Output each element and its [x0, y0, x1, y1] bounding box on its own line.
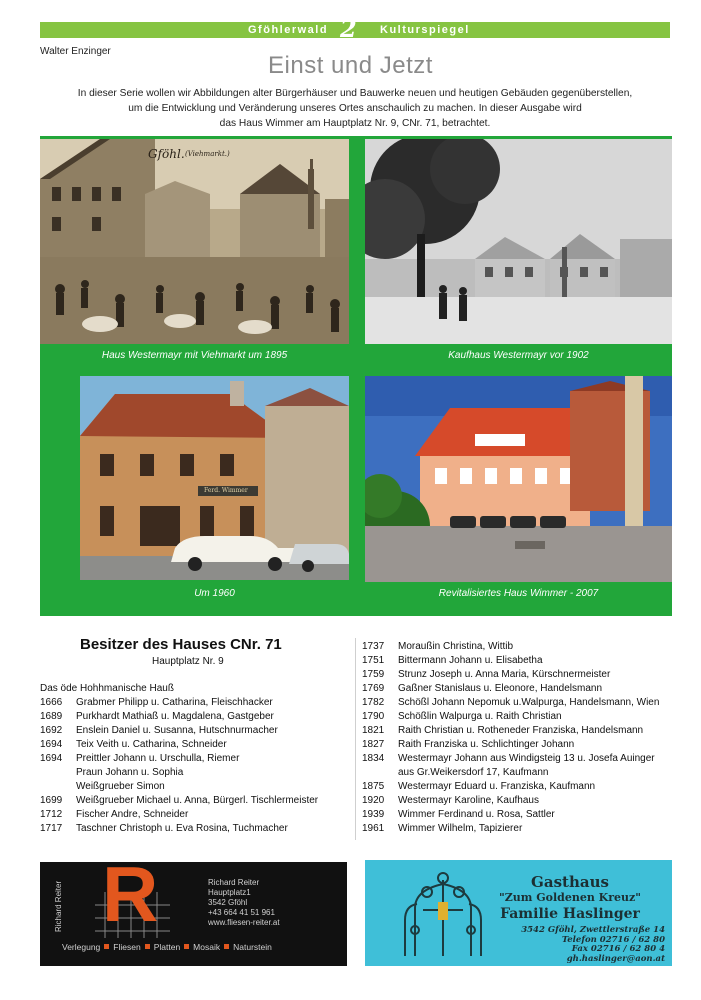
- photo-viehmarkt-1895: [40, 139, 349, 344]
- service-item: Mosaik: [193, 942, 221, 952]
- owner-row: [362, 654, 659, 668]
- owner-name: Teix Veith u. Catharina, Schneider: [76, 739, 227, 750]
- service-item: Naturstein: [233, 942, 272, 952]
- owner-name: Schößlin Walpurga u. Raith Christian: [398, 711, 562, 722]
- owner-row: [362, 766, 659, 780]
- owner-name: Weißgrueber Michael u. Anna, Bürgerl. Tischlermeister: [76, 795, 319, 806]
- haslinger-tel: Telefon 02716 / 62 80: [561, 934, 665, 945]
- owner-year: 1751: [362, 655, 385, 666]
- owner-year: 1717: [40, 823, 63, 834]
- owner-row: [362, 640, 659, 654]
- owner-row: [362, 794, 659, 808]
- owner-year: 1699: [40, 795, 63, 806]
- owner-row: [362, 668, 659, 682]
- caption-photo-1: Haus Westermayr mit Viehmarkt um 1895: [101, 350, 288, 361]
- photo-1960-image: [80, 376, 349, 580]
- owner-year: 1692: [40, 725, 63, 736]
- haslinger-line3: Familie Haslinger: [500, 906, 640, 922]
- page-number: 2: [340, 14, 357, 43]
- owner-row: [362, 752, 659, 766]
- owner-year: 1694: [40, 739, 63, 750]
- haslinger-contact: [493, 926, 665, 964]
- owner-row: [362, 710, 659, 724]
- owner-year: 1666: [40, 697, 63, 708]
- owners-subheading: Hauptplatz Nr. 9: [152, 656, 224, 667]
- reiter-address: [208, 878, 280, 928]
- owners-heading: Besitzer des Hauses CNr. 71: [80, 636, 282, 653]
- haslinger-fax: Fax 02716 / 62 80 4: [571, 944, 665, 954]
- ad-reiter[interactable]: [40, 850, 347, 966]
- owner-row: [362, 738, 659, 752]
- haslinger-text: [475, 874, 665, 923]
- owner-year: 1759: [362, 669, 385, 680]
- owner-row: [40, 724, 318, 738]
- owner-row: [40, 822, 318, 836]
- owner-row: [40, 808, 318, 822]
- owner-name: aus Gr.Weikersdorf 17, Kaufmann: [398, 767, 549, 778]
- owner-name: Gaßner Stanislaus u. Eleonore, Handelsmann: [398, 683, 603, 694]
- owner-year: 1689: [40, 711, 63, 722]
- owner-row: [40, 738, 318, 752]
- owner-name: Raith Christian u. Rotheneder Franziska, Handelsmann: [398, 725, 644, 736]
- haslinger-line2: "Zum Goldenen Kreuz": [499, 891, 641, 904]
- owner-name: Enslein Daniel u. Susanna, Hutschnurmacher: [76, 725, 278, 736]
- owner-name: Wimmer Ferdinand u. Rosa, Sattler: [398, 809, 555, 820]
- service-separator-icon: [184, 944, 189, 949]
- owner-name: Westermayr Johann aus Windigsteig 13 u. Josefa Auinger: [398, 753, 655, 764]
- owner-name: Praun Johann u. Sophia: [76, 767, 184, 778]
- photo-panel: [40, 136, 672, 616]
- owner-year: 1961: [362, 823, 385, 834]
- service-item: Fliesen: [113, 942, 141, 952]
- reiter-city: 3542 Gföhl: [208, 898, 248, 907]
- owner-year: 1790: [362, 711, 385, 722]
- reiter-logo-letter: R: [102, 850, 159, 938]
- photo-revitalisiert-2007: [365, 376, 672, 582]
- service-separator-icon: [145, 944, 150, 949]
- owner-year: 1827: [362, 739, 385, 750]
- photo-inscription-small: (Viehmarkt.): [185, 150, 230, 158]
- owner-name: Moraußin Christina, Wittib: [398, 641, 514, 652]
- owners-right-column: [362, 640, 659, 836]
- owners-intro-line: Das öde Hohhmanische Hauß: [40, 683, 174, 694]
- photo-um-1960: [80, 376, 349, 580]
- owner-name: Raith Franziska u. Schlichtinger Johann: [398, 739, 575, 750]
- owner-year: 1737: [362, 641, 385, 652]
- intro-line: um die Entwicklung und Veränderung unseres Ortes anschaulich zu machen. In dieser Ausgabe wird: [128, 103, 582, 114]
- intro-line: das Haus Wimmer am Hauptplatz Nr. 9, CNr. 71, betrachtet.: [219, 118, 491, 129]
- owner-row: [362, 780, 659, 794]
- header-left-title: Gföhlerwald: [248, 24, 329, 36]
- shop-sign: Ferd. Wimmer: [204, 487, 248, 494]
- owner-year: 1875: [362, 781, 385, 792]
- reiter-street: Hauptplatz1: [208, 888, 251, 897]
- owner-year: 1939: [362, 809, 385, 820]
- photo-kaufhaus-1902: [365, 139, 672, 344]
- column-divider: [355, 638, 356, 840]
- owner-name: Grabmer Philipp u. Catharina, Fleischhacker: [76, 697, 273, 708]
- owner-year: 1834: [362, 753, 385, 764]
- haslinger-line1: Gasthaus: [531, 873, 609, 891]
- owner-row: [40, 780, 318, 794]
- owner-row: [40, 794, 318, 808]
- owner-year: 1769: [362, 683, 385, 694]
- caption-photo-4: Revitalisiertes Haus Wimmer - 2007: [438, 588, 599, 599]
- owner-row: [362, 808, 659, 822]
- reiter-phone: +43 664 41 51 961: [208, 908, 275, 917]
- owner-row: [362, 682, 659, 696]
- owner-name: Strunz Joseph u. Anna Maria, Kürschnermeister: [398, 669, 611, 680]
- owner-name: Wimmer Wilhelm, Tapizierer: [398, 823, 523, 834]
- owner-year: 1782: [362, 697, 385, 708]
- owner-name: Fischer Andre, Schneider: [76, 809, 189, 820]
- owner-row: [362, 696, 659, 710]
- owner-name: Preittler Johann u. Urschulla, Riemer: [76, 753, 240, 764]
- owners-left-column: [40, 696, 318, 836]
- caption-photo-2: Kaufhaus Westermayr vor 1902: [448, 350, 589, 361]
- service-separator-icon: [104, 944, 109, 949]
- author: Walter Enzinger: [40, 46, 111, 57]
- intro-line: In dieser Serie wollen wir Abbildungen alter Bürgerhäuser und Bauwerke neuen und heutigen Gebäuden gegenüberstellen,: [77, 88, 633, 99]
- service-separator-icon: [224, 944, 229, 949]
- ad-haslinger[interactable]: [365, 860, 672, 966]
- owner-year: 1694: [40, 753, 63, 764]
- service-item: Platten: [153, 942, 181, 952]
- intro-text: [40, 86, 670, 131]
- photo-kaufhaus-image: [365, 139, 672, 344]
- owner-year: 1712: [40, 809, 63, 820]
- owner-name: Schößl Johann Nepomuk u.Walpurga, Handelsmann, Wien: [398, 697, 660, 708]
- owner-name: Weißgrueber Simon: [76, 781, 165, 792]
- reiter-name: Richard Reiter: [208, 878, 260, 887]
- reiter-services: [62, 942, 272, 952]
- reiter-web[interactable]: www.fliesen-reiter.at: [208, 918, 280, 927]
- photo-viehmarkt-image: [40, 139, 349, 344]
- owner-name: Westermayr Karoline, Kaufhaus: [398, 795, 539, 806]
- owner-row: [40, 752, 318, 766]
- reiter-logo-side: Richard Reiter: [54, 880, 63, 932]
- owner-year: 1821: [362, 725, 385, 736]
- owner-name: Taschner Christoph u. Eva Rosina, Tuchmacher: [76, 823, 288, 834]
- photo-inscription: Gföhl.: [148, 147, 185, 161]
- owner-row: [362, 822, 659, 836]
- owner-year: 1920: [362, 795, 385, 806]
- haslinger-email[interactable]: gh.haslinger@aon.at: [566, 953, 665, 964]
- page-title: Einst und Jetzt: [268, 52, 433, 79]
- photo-2007-image: [365, 376, 672, 582]
- owner-row: [40, 696, 318, 710]
- haslinger-address: 3542 Gföhl, Zwettlerstraße 14: [521, 925, 665, 935]
- owner-row: [40, 766, 318, 780]
- owner-name: Purkhardt Mathiaß u. Magdalena, Gastgeber: [76, 711, 274, 722]
- owner-name: Bittermann Johann u. Elisabetha: [398, 655, 543, 666]
- caption-photo-3: Um 1960: [194, 588, 235, 599]
- owner-row: [40, 710, 318, 724]
- header-right-title: Kulturspiegel: [380, 24, 470, 36]
- owner-name: Westermayr Eduard u. Franziska, Kaufmann: [398, 781, 596, 792]
- service-item: Verlegung: [62, 942, 101, 952]
- owner-row: [362, 724, 659, 738]
